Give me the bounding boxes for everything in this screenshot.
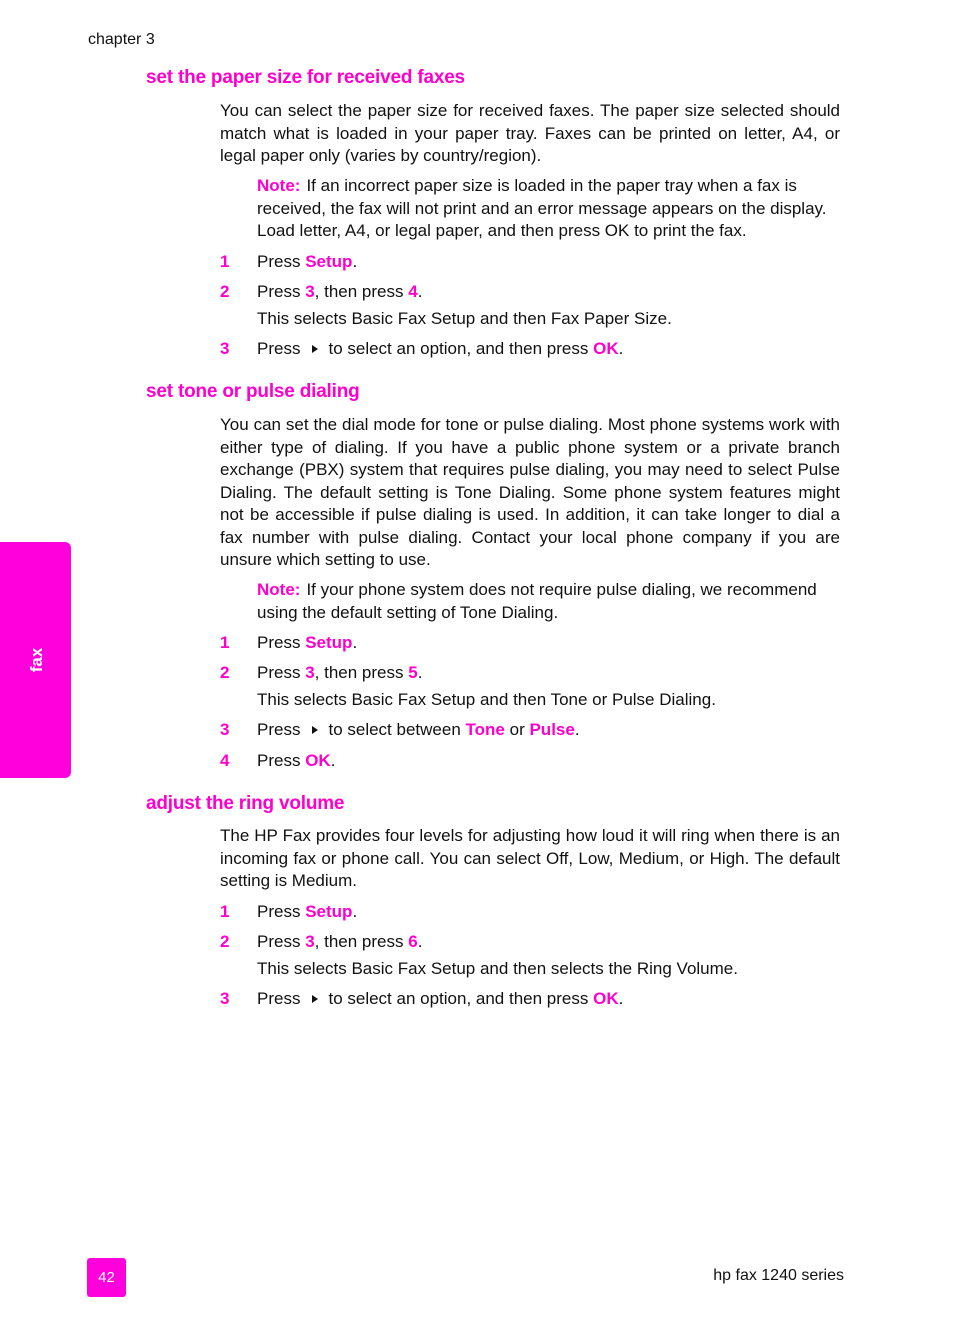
- step-number: 1: [220, 252, 230, 271]
- side-tab-label: fax: [27, 647, 46, 673]
- step-text: Press 3, then press 4.: [257, 282, 423, 301]
- key-3: 3: [305, 932, 315, 951]
- tone-option: Tone: [465, 720, 505, 739]
- right-arrow-icon: [312, 345, 318, 353]
- note-tone-pulse: [257, 579, 845, 624]
- chapter-label: chapter 3: [88, 31, 155, 48]
- key-4: 4: [408, 282, 418, 301]
- side-tab-fax: [0, 542, 71, 778]
- step-number: 1: [220, 902, 230, 921]
- note-paper-size: [257, 175, 845, 243]
- note-text: If your phone system does not require pulse dialing, we recommend using the default setting of Tone Dialing.: [257, 580, 817, 622]
- section-heading-ring-volume: adjust the ring volume: [146, 793, 345, 814]
- step-number: 2: [220, 663, 230, 682]
- page-number-box: [87, 1258, 126, 1297]
- step-subtext: This selects Basic Fax Setup and then Fax Paper Size.: [257, 309, 672, 328]
- step-number: 3: [220, 989, 230, 1008]
- step-text: Press to select an option, and then press OK.: [257, 339, 624, 358]
- step-text: Press 3, then press 5.: [257, 663, 423, 682]
- footer-product-name: hp fax 1240 series: [713, 1267, 844, 1284]
- setup-key: Setup: [305, 633, 353, 652]
- step-text: Press to select an option, and then press OK.: [257, 989, 624, 1008]
- step-text: Press Setup.: [257, 633, 358, 652]
- step-text: Press Setup.: [257, 252, 358, 271]
- step-subtext: This selects Basic Fax Setup and then Tone or Pulse Dialing.: [257, 690, 716, 709]
- key-3: 3: [305, 663, 315, 682]
- note-label: Note:: [257, 176, 301, 195]
- step-number: 3: [220, 720, 230, 739]
- page-number: 42: [98, 1269, 115, 1286]
- key-3: 3: [305, 282, 315, 301]
- step-number: 1: [220, 633, 230, 652]
- ok-key: OK: [593, 339, 619, 358]
- note-label: Note:: [257, 580, 301, 599]
- step-text: Press OK.: [257, 751, 336, 770]
- section-heading-paper-size: set the paper size for received faxes: [146, 67, 465, 88]
- section-intro-ring-volume: The HP Fax provides four levels for adjusting how loud it will ring when there is an incoming fax or phone call. You can select Off, Low, Medium, or High. The default setting is Medium.: [220, 826, 840, 890]
- setup-key: Setup: [305, 252, 353, 271]
- setup-key: Setup: [305, 902, 353, 921]
- key-5: 5: [408, 663, 418, 682]
- step-subtext: This selects Basic Fax Setup and then selects the Ring Volume.: [257, 959, 738, 978]
- step-number: 3: [220, 339, 230, 358]
- ok-key: OK: [593, 989, 619, 1008]
- step-text: Press to select between Tone or Pulse.: [257, 720, 580, 739]
- step-number: 4: [220, 751, 230, 770]
- note-text: If an incorrect paper size is loaded in the paper tray when a fax is received, the fax will not print and an error message appears on the display. Load letter, A4, or legal paper, and then press OK to print the fax.: [257, 176, 827, 240]
- ok-key: OK: [305, 751, 331, 770]
- step-text: Press 3, then press 6.: [257, 932, 423, 951]
- section-intro-tone-pulse: You can set the dial mode for tone or pulse dialing. Most phone systems work with either type of dialing. If you have a public phone system or a private branch exchange (PBX) system that requires pulse dialing, you may need to select Pulse Dialing. The default setting is Tone Dialing. Some phone system features might not be accessible if pulse dialing is used. In addition, it can take longer to dial a fax number with pulse dialing. Contact your local phone company if you are unsure which setting to use.: [220, 415, 840, 569]
- step-number: 2: [220, 932, 230, 951]
- pulse-option: Pulse: [529, 720, 575, 739]
- key-6: 6: [408, 932, 418, 951]
- section-intro-paper-size: You can select the paper size for received faxes. The paper size selected should match what is loaded in your paper tray. Faxes can be printed on letter, A4, or legal paper only (varies by country/region).: [220, 101, 840, 165]
- step-number: 2: [220, 282, 230, 301]
- section-heading-tone-pulse: set tone or pulse dialing: [146, 381, 360, 402]
- right-arrow-icon: [312, 995, 318, 1003]
- right-arrow-icon: [312, 726, 318, 734]
- step-text: Press Setup.: [257, 902, 358, 921]
